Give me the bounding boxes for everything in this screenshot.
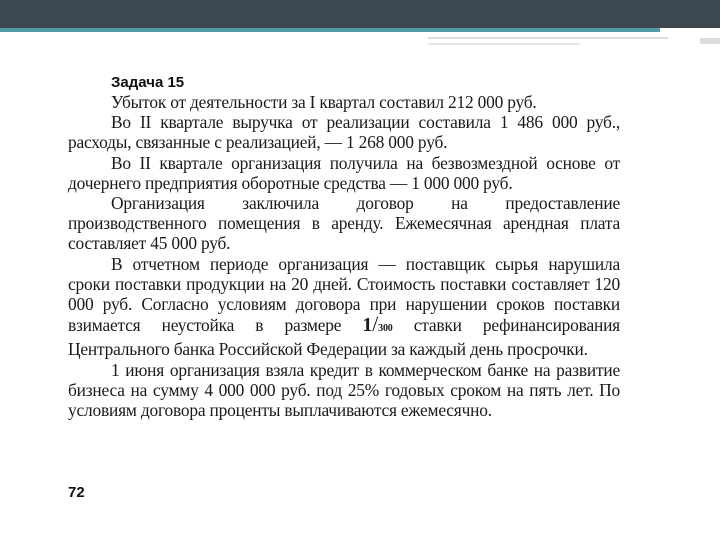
penalty-text-after: ставки рефинансирования Центрального банка Российской Федерации за каждый день просрочки. [68, 315, 620, 360]
paragraph-loss: Убыток от деятельности за I квартал составил 212 000 руб. [111, 92, 537, 112]
task-title: Задача 15 [111, 74, 185, 91]
header-decor-line [428, 37, 668, 39]
paragraph-revenue: Во II квартале выручка от реализации составила 1 486 000 руб., расходы, связанные с реализацией, — 1 268 000 руб. [68, 112, 620, 153]
header-decor-line [700, 38, 720, 44]
penalty-text-before: В отчетном периоде организация — поставщик сырья нарушила сроки поставки продукции на 20 дней. Стоимость поставки составляет 120 000 руб. Согласно условиям договора при нарушении сроков поставки взимается неустойка в размере [68, 253, 620, 336]
fraction-numerator: 1 [362, 314, 373, 337]
header-decor-line [428, 43, 580, 45]
document-body [68, 74, 620, 420]
fraction-denominator: 300 [378, 323, 393, 335]
header-accent-stripe [0, 28, 660, 32]
paragraph-grant: Во II квартале организация получила на безвозмездной основе от дочернего предприятия оборотные средства — 1 000 000 руб. [68, 152, 620, 193]
paragraph-penalty [68, 254, 620, 360]
page-number: 72 [68, 484, 85, 501]
paragraph-rent: Организация заключила договор на предоставление производственного помещения в аренду. Ежемесячная арендная плата составляет 45 000 руб. [68, 193, 620, 254]
paragraph-loan: 1 июня организация взяла кредит в коммерческом банке на развитие бизнеса на сумму 4 000 000 руб. под 25% годовых сроком на пять лет. По условиям договора проценты выплачиваются ежемесячно. [68, 359, 620, 421]
penalty-fraction: 1/300 [362, 311, 393, 337]
slide-header-bar [0, 0, 720, 28]
